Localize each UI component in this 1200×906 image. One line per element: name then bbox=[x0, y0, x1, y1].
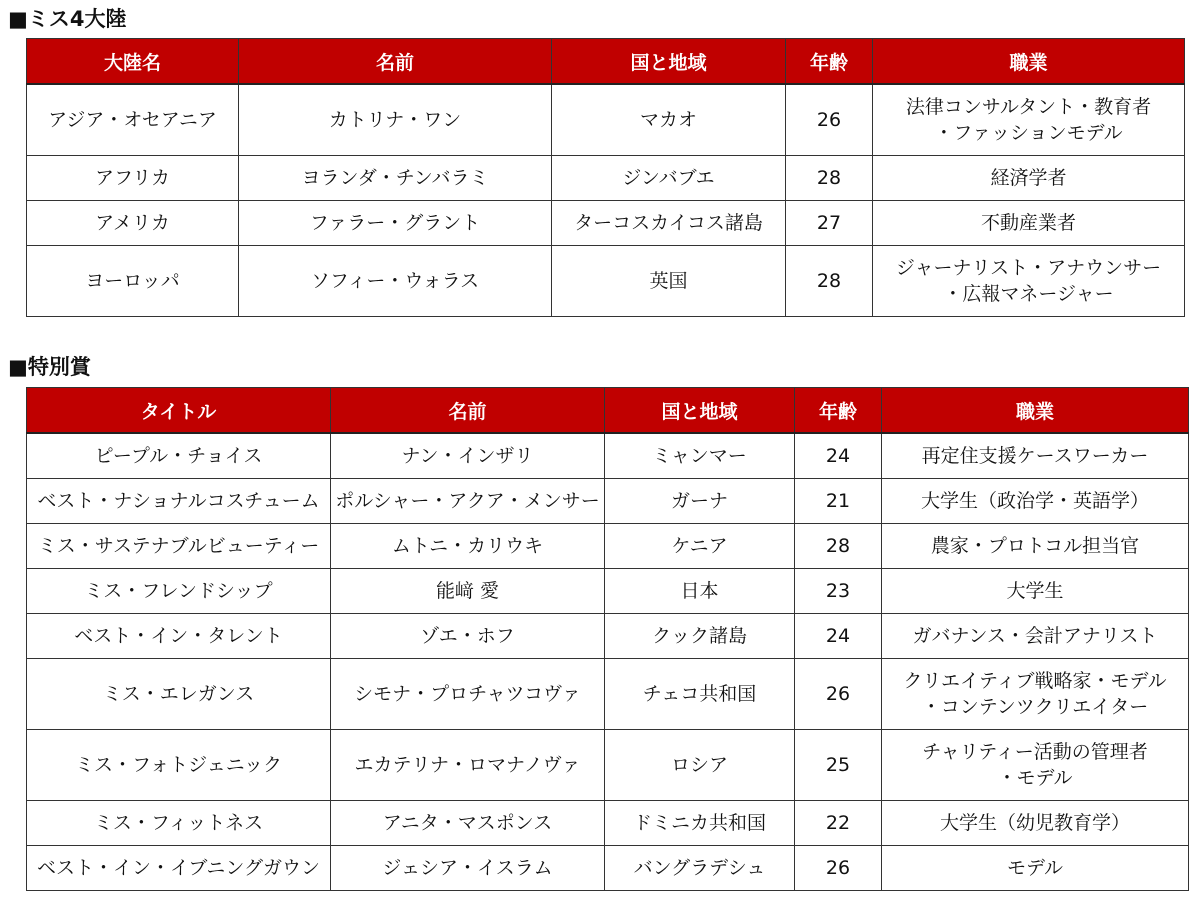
table-row bbox=[27, 84, 1185, 156]
cell-age: 28 bbox=[786, 246, 873, 317]
cell-title: ミス・エレガンス bbox=[27, 659, 331, 730]
cell-name: ナン・インザリ bbox=[331, 433, 605, 479]
cell-title: ミス・サステナブルビューティー bbox=[27, 524, 331, 569]
table-row bbox=[27, 730, 1189, 801]
cell-occupation: ガバナンス・会計アナリスト bbox=[882, 614, 1189, 659]
cell-age: 28 bbox=[786, 156, 873, 201]
cell-country: バングラデシュ bbox=[605, 846, 795, 891]
column-header-occupation: 職業 bbox=[882, 388, 1189, 434]
cell-age: 22 bbox=[795, 801, 882, 846]
cell-title: ベスト・ナショナルコスチューム bbox=[27, 479, 331, 524]
cell-name: ポルシャー・アクア・メンサー bbox=[331, 479, 605, 524]
cell-continent: アフリカ bbox=[27, 156, 239, 201]
cell-country: クック諸島 bbox=[605, 614, 795, 659]
column-header-occupation: 職業 bbox=[873, 39, 1185, 85]
cell-name: シモナ・プロチャツコヴァ bbox=[331, 659, 605, 730]
cell-name: ムトニ・カリウキ bbox=[331, 524, 605, 569]
table-row bbox=[27, 524, 1189, 569]
column-header-name: 名前 bbox=[239, 39, 552, 85]
cell-age: 26 bbox=[795, 659, 882, 730]
cell-country: ガーナ bbox=[605, 479, 795, 524]
cell-occupation: 再定住支援ケースワーカー bbox=[882, 433, 1189, 479]
cell-occupation: 大学生 bbox=[882, 569, 1189, 614]
table-row bbox=[27, 614, 1189, 659]
cell-occupation: 法律コンサルタント・教育者 ・ファッションモデル bbox=[873, 84, 1185, 156]
cell-occupation: 大学生（政治学・英語学） bbox=[882, 479, 1189, 524]
cell-country: ジンバブエ bbox=[552, 156, 786, 201]
column-header-country: 国と地域 bbox=[552, 39, 786, 85]
cell-occupation: 不動産業者 bbox=[873, 201, 1185, 246]
cell-occupation: 農家・プロトコル担当官 bbox=[882, 524, 1189, 569]
table-header-row bbox=[27, 39, 1185, 85]
cell-title: ベスト・イン・イブニングガウン bbox=[27, 846, 331, 891]
cell-country: ケニア bbox=[605, 524, 795, 569]
column-header-age: 年齢 bbox=[786, 39, 873, 85]
column-header-name: 名前 bbox=[331, 388, 605, 434]
table-row bbox=[27, 569, 1189, 614]
column-header-title: タイトル bbox=[27, 388, 331, 434]
cell-country: 日本 bbox=[605, 569, 795, 614]
cell-country: チェコ共和国 bbox=[605, 659, 795, 730]
cell-continent: ヨーロッパ bbox=[27, 246, 239, 317]
column-header-continent: 大陸名 bbox=[27, 39, 239, 85]
cell-country: ロシア bbox=[605, 730, 795, 801]
table-row bbox=[27, 479, 1189, 524]
special-awards-table bbox=[26, 387, 1189, 891]
section-heading-special-awards: ■特別賞 bbox=[8, 355, 91, 379]
cell-continent: アメリカ bbox=[27, 201, 239, 246]
cell-name: ジェシア・イスラム bbox=[331, 846, 605, 891]
cell-name: ソフィー・ウォラス bbox=[239, 246, 552, 317]
cell-country: ミャンマー bbox=[605, 433, 795, 479]
cell-age: 27 bbox=[786, 201, 873, 246]
cell-age: 28 bbox=[795, 524, 882, 569]
cell-occupation: 経済学者 bbox=[873, 156, 1185, 201]
cell-name: アニタ・マスポンス bbox=[331, 801, 605, 846]
cell-title: ミス・フィットネス bbox=[27, 801, 331, 846]
table-row bbox=[27, 846, 1189, 891]
table-row bbox=[27, 659, 1189, 730]
table-row bbox=[27, 801, 1189, 846]
cell-title: ピープル・チョイス bbox=[27, 433, 331, 479]
cell-name: 能﨑 愛 bbox=[331, 569, 605, 614]
section-heading-continents: ■ミス4大陸 bbox=[8, 7, 127, 31]
cell-age: 26 bbox=[795, 846, 882, 891]
table-row bbox=[27, 201, 1185, 246]
cell-name: ヨランダ・チンバラミ bbox=[239, 156, 552, 201]
cell-age: 26 bbox=[786, 84, 873, 156]
cell-country: ターコスカイコス諸島 bbox=[552, 201, 786, 246]
table-header-row bbox=[27, 388, 1189, 434]
cell-age: 25 bbox=[795, 730, 882, 801]
cell-continent: アジア・オセアニア bbox=[27, 84, 239, 156]
column-header-age: 年齢 bbox=[795, 388, 882, 434]
cell-country: ドミニカ共和国 bbox=[605, 801, 795, 846]
cell-occupation: 大学生（幼児教育学） bbox=[882, 801, 1189, 846]
cell-occupation: チャリティー活動の管理者 ・モデル bbox=[882, 730, 1189, 801]
cell-title: ミス・フレンドシップ bbox=[27, 569, 331, 614]
cell-name: カトリナ・ワン bbox=[239, 84, 552, 156]
cell-country: マカオ bbox=[552, 84, 786, 156]
cell-name: ファラー・グラント bbox=[239, 201, 552, 246]
cell-name: ゾエ・ホフ bbox=[331, 614, 605, 659]
cell-age: 23 bbox=[795, 569, 882, 614]
cell-title: ベスト・イン・タレント bbox=[27, 614, 331, 659]
cell-occupation: モデル bbox=[882, 846, 1189, 891]
cell-title: ミス・フォトジェニック bbox=[27, 730, 331, 801]
table-row bbox=[27, 246, 1185, 317]
continents-table bbox=[26, 38, 1185, 317]
table-row bbox=[27, 433, 1189, 479]
cell-name: エカテリナ・ロマナノヴァ bbox=[331, 730, 605, 801]
table-row bbox=[27, 156, 1185, 201]
cell-country: 英国 bbox=[552, 246, 786, 317]
column-header-country: 国と地域 bbox=[605, 388, 795, 434]
cell-occupation: クリエイティブ戦略家・モデル ・コンテンツクリエイター bbox=[882, 659, 1189, 730]
cell-age: 24 bbox=[795, 614, 882, 659]
cell-age: 21 bbox=[795, 479, 882, 524]
cell-occupation: ジャーナリスト・アナウンサー ・広報マネージャー bbox=[873, 246, 1185, 317]
cell-age: 24 bbox=[795, 433, 882, 479]
